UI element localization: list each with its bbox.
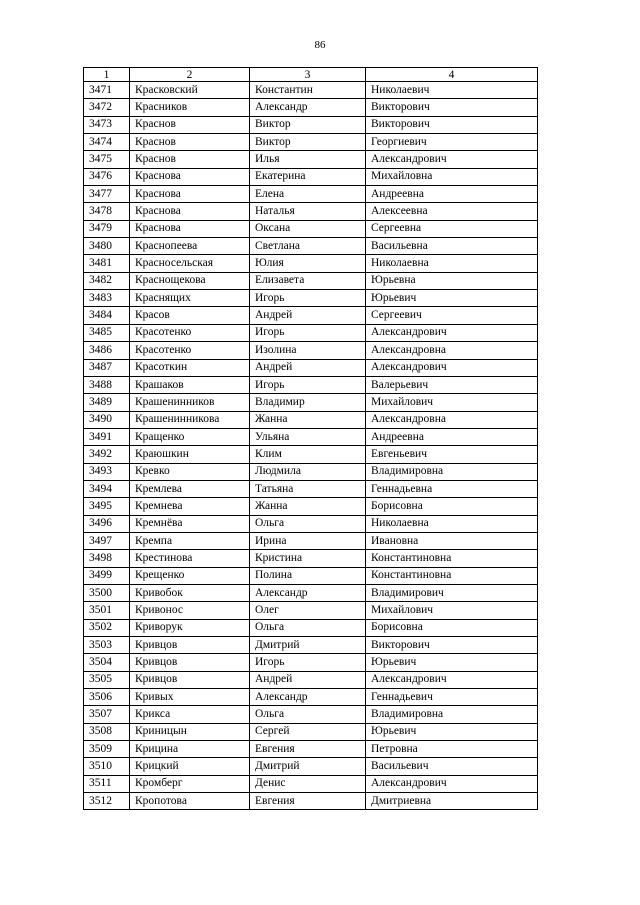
table-row — [84, 307, 538, 324]
patronymic-cell: Александрович — [366, 151, 538, 168]
table-row — [84, 671, 538, 688]
surname-cell: Крестинова — [130, 550, 250, 567]
table-row — [84, 584, 538, 601]
row-number-cell: 3490 — [84, 411, 130, 428]
patronymic-cell: Васильевич — [366, 758, 538, 775]
first-name-cell: Евгения — [250, 741, 366, 758]
table-row — [84, 411, 538, 428]
row-number-cell: 3507 — [84, 706, 130, 723]
patronymic-cell: Константиновна — [366, 550, 538, 567]
surname-cell: Кромберг — [130, 775, 250, 792]
row-number-cell: 3484 — [84, 307, 130, 324]
first-name-cell: Андрей — [250, 359, 366, 376]
patronymic-cell: Дмитриевна — [366, 793, 538, 810]
surname-cell: Крашенинникова — [130, 411, 250, 428]
table-row — [84, 324, 538, 341]
patronymic-cell: Викторович — [366, 116, 538, 133]
first-name-cell: Ирина — [250, 532, 366, 549]
table-row — [84, 290, 538, 307]
table-row — [84, 376, 538, 393]
patronymic-cell: Константиновна — [366, 567, 538, 584]
table-row — [84, 463, 538, 480]
first-name-cell: Александр — [250, 689, 366, 706]
table-row — [84, 255, 538, 272]
surname-cell: Красносельская — [130, 255, 250, 272]
surname-cell: Кривонос — [130, 602, 250, 619]
table-row — [84, 515, 538, 532]
patronymic-cell: Николаевна — [366, 255, 538, 272]
row-number-cell: 3492 — [84, 446, 130, 463]
first-name-cell: Евгения — [250, 793, 366, 810]
surname-cell: Кривобок — [130, 584, 250, 601]
table-row — [84, 706, 538, 723]
first-name-cell: Сергей — [250, 723, 366, 740]
patronymic-cell: Александровна — [366, 342, 538, 359]
patronymic-cell: Юрьевич — [366, 290, 538, 307]
surname-cell: Краснов — [130, 116, 250, 133]
row-number-cell: 3502 — [84, 619, 130, 636]
row-number-cell: 3475 — [84, 151, 130, 168]
row-number-cell: 3482 — [84, 272, 130, 289]
table-row — [84, 151, 538, 168]
table-row — [84, 186, 538, 203]
surname-cell: Кривцов — [130, 654, 250, 671]
table-row — [84, 602, 538, 619]
row-number-cell: 3489 — [84, 394, 130, 411]
first-name-cell: Дмитрий — [250, 637, 366, 654]
patronymic-cell: Ивановна — [366, 532, 538, 549]
patronymic-cell: Михайлович — [366, 394, 538, 411]
row-number-cell: 3488 — [84, 376, 130, 393]
first-name-cell: Клим — [250, 446, 366, 463]
table-row — [84, 394, 538, 411]
surname-cell: Краснова — [130, 203, 250, 220]
row-number-cell: 3512 — [84, 793, 130, 810]
surname-cell: Кропотова — [130, 793, 250, 810]
surname-cell: Кремнёва — [130, 515, 250, 532]
row-number-cell: 3511 — [84, 775, 130, 792]
table-row — [84, 220, 538, 237]
header-row — [84, 68, 538, 82]
table-row — [84, 134, 538, 151]
patronymic-cell: Николаевна — [366, 515, 538, 532]
first-name-cell: Полина — [250, 567, 366, 584]
surname-cell: Крещенко — [130, 567, 250, 584]
table-row — [84, 446, 538, 463]
first-name-cell: Игорь — [250, 376, 366, 393]
row-number-cell: 3471 — [84, 82, 130, 99]
column-header-patronymic: 4 — [366, 68, 538, 82]
surname-cell: Кривцов — [130, 671, 250, 688]
row-number-cell: 3508 — [84, 723, 130, 740]
table-row — [84, 567, 538, 584]
patronymic-cell: Александровна — [366, 411, 538, 428]
table-row — [84, 428, 538, 445]
surname-cell: Кремпа — [130, 532, 250, 549]
patronymic-cell: Александрович — [366, 324, 538, 341]
surname-cell: Крикса — [130, 706, 250, 723]
row-number-cell: 3497 — [84, 532, 130, 549]
column-header-number: 1 — [84, 68, 130, 82]
surname-cell: Красоткин — [130, 359, 250, 376]
table-row — [84, 775, 538, 792]
patronymic-cell: Андреевна — [366, 428, 538, 445]
patronymic-cell: Петровна — [366, 741, 538, 758]
row-number-cell: 3487 — [84, 359, 130, 376]
first-name-cell: Изолина — [250, 342, 366, 359]
patronymic-cell: Борисовна — [366, 619, 538, 636]
row-number-cell: 3509 — [84, 741, 130, 758]
row-number-cell: 3503 — [84, 637, 130, 654]
surname-cell: Крицина — [130, 741, 250, 758]
row-number-cell: 3496 — [84, 515, 130, 532]
table-row — [84, 342, 538, 359]
surname-cell: Краснов — [130, 134, 250, 151]
first-name-cell: Екатерина — [250, 168, 366, 185]
row-number-cell: 3506 — [84, 689, 130, 706]
first-name-cell: Елена — [250, 186, 366, 203]
row-number-cell: 3481 — [84, 255, 130, 272]
table-row — [84, 116, 538, 133]
surname-cell: Краюшкин — [130, 446, 250, 463]
table-row — [84, 203, 538, 220]
first-name-cell: Светлана — [250, 238, 366, 255]
first-name-cell: Константин — [250, 82, 366, 99]
first-name-cell: Илья — [250, 151, 366, 168]
table-row — [84, 532, 538, 549]
table-row — [84, 498, 538, 515]
table-row — [84, 550, 538, 567]
row-number-cell: 3483 — [84, 290, 130, 307]
row-number-cell: 3486 — [84, 342, 130, 359]
row-number-cell: 3476 — [84, 168, 130, 185]
first-name-cell: Людмила — [250, 463, 366, 480]
surname-cell: Краснящих — [130, 290, 250, 307]
surname-cell: Кращенко — [130, 428, 250, 445]
table-row — [84, 168, 538, 185]
first-name-cell: Юлия — [250, 255, 366, 272]
row-number-cell: 3494 — [84, 480, 130, 497]
patronymic-cell: Юрьевич — [366, 654, 538, 671]
row-number-cell: 3505 — [84, 671, 130, 688]
table-row — [84, 723, 538, 740]
surname-cell: Краснова — [130, 186, 250, 203]
patronymic-cell: Геннадьевич — [366, 689, 538, 706]
first-name-cell: Наталья — [250, 203, 366, 220]
row-number-cell: 3480 — [84, 238, 130, 255]
patronymic-cell: Борисовна — [366, 498, 538, 515]
patronymic-cell: Александрович — [366, 775, 538, 792]
patronymic-cell: Юрьевич — [366, 723, 538, 740]
first-name-cell: Жанна — [250, 498, 366, 515]
first-name-cell: Ольга — [250, 706, 366, 723]
table-row — [84, 359, 538, 376]
row-number-cell: 3500 — [84, 584, 130, 601]
row-number-cell: 3501 — [84, 602, 130, 619]
first-name-cell: Ульяна — [250, 428, 366, 445]
table-header — [84, 68, 538, 82]
surname-cell: Краснопеева — [130, 238, 250, 255]
patronymic-cell: Викторович — [366, 99, 538, 116]
row-number-cell: 3495 — [84, 498, 130, 515]
patronymic-cell: Николаевич — [366, 82, 538, 99]
table-row — [84, 619, 538, 636]
surname-cell: Крицкий — [130, 758, 250, 775]
table-row — [84, 82, 538, 99]
surname-cell: Краснова — [130, 168, 250, 185]
row-number-cell: 3472 — [84, 99, 130, 116]
patronymic-cell: Андреевна — [366, 186, 538, 203]
first-name-cell: Игорь — [250, 290, 366, 307]
patronymic-cell: Сергеевич — [366, 307, 538, 324]
row-number-cell: 3491 — [84, 428, 130, 445]
first-name-cell: Елизавета — [250, 272, 366, 289]
registry-table — [83, 67, 538, 810]
patronymic-cell: Юрьевна — [366, 272, 538, 289]
first-name-cell: Виктор — [250, 134, 366, 151]
first-name-cell: Жанна — [250, 411, 366, 428]
surname-cell: Красотенко — [130, 342, 250, 359]
table-row — [84, 741, 538, 758]
patronymic-cell: Владимировна — [366, 706, 538, 723]
row-number-cell: 3477 — [84, 186, 130, 203]
row-number-cell: 3504 — [84, 654, 130, 671]
patronymic-cell: Александрович — [366, 671, 538, 688]
patronymic-cell: Викторович — [366, 637, 538, 654]
first-name-cell: Татьяна — [250, 480, 366, 497]
table-row — [84, 480, 538, 497]
row-number-cell: 3473 — [84, 116, 130, 133]
patronymic-cell: Валерьевич — [366, 376, 538, 393]
table-row — [84, 99, 538, 116]
surname-cell: Краснов — [130, 151, 250, 168]
surname-cell: Красотенко — [130, 324, 250, 341]
patronymic-cell: Васильевна — [366, 238, 538, 255]
row-number-cell: 3474 — [84, 134, 130, 151]
first-name-cell: Дмитрий — [250, 758, 366, 775]
surname-cell: Кривцов — [130, 637, 250, 654]
table-row — [84, 272, 538, 289]
table-row — [84, 758, 538, 775]
surname-cell: Красов — [130, 307, 250, 324]
table-row — [84, 793, 538, 810]
surname-cell: Кремлева — [130, 480, 250, 497]
surname-cell: Кревко — [130, 463, 250, 480]
patronymic-cell: Евгеньевич — [366, 446, 538, 463]
row-number-cell: 3493 — [84, 463, 130, 480]
surname-cell: Кремнева — [130, 498, 250, 515]
patronymic-cell: Геннадьевна — [366, 480, 538, 497]
first-name-cell: Александр — [250, 584, 366, 601]
first-name-cell: Ольга — [250, 619, 366, 636]
page-number: 86 — [314, 39, 326, 51]
row-number-cell: 3498 — [84, 550, 130, 567]
surname-cell: Краснова — [130, 220, 250, 237]
surname-cell: Крашенинников — [130, 394, 250, 411]
surname-cell: Красников — [130, 99, 250, 116]
patronymic-cell: Михайловна — [366, 168, 538, 185]
first-name-cell: Александр — [250, 99, 366, 116]
surname-cell: Кривых — [130, 689, 250, 706]
first-name-cell: Кристина — [250, 550, 366, 567]
patronymic-cell: Владимирович — [366, 584, 538, 601]
column-header-surname: 2 — [130, 68, 250, 82]
surname-cell: Криворук — [130, 619, 250, 636]
row-number-cell: 3479 — [84, 220, 130, 237]
first-name-cell: Денис — [250, 775, 366, 792]
patronymic-cell: Георгиевич — [366, 134, 538, 151]
table-row — [84, 637, 538, 654]
patronymic-cell: Михайлович — [366, 602, 538, 619]
row-number-cell: 3478 — [84, 203, 130, 220]
first-name-cell: Виктор — [250, 116, 366, 133]
row-number-cell: 3510 — [84, 758, 130, 775]
row-number-cell: 3499 — [84, 567, 130, 584]
surname-cell: Красковский — [130, 82, 250, 99]
first-name-cell: Игорь — [250, 324, 366, 341]
column-header-first-name: 3 — [250, 68, 366, 82]
patronymic-cell: Сергеевна — [366, 220, 538, 237]
first-name-cell: Андрей — [250, 307, 366, 324]
first-name-cell: Андрей — [250, 671, 366, 688]
table-row — [84, 654, 538, 671]
surname-cell: Крашаков — [130, 376, 250, 393]
first-name-cell: Ольга — [250, 515, 366, 532]
first-name-cell: Игорь — [250, 654, 366, 671]
first-name-cell: Владимир — [250, 394, 366, 411]
row-number-cell: 3485 — [84, 324, 130, 341]
table-row — [84, 238, 538, 255]
table-body — [84, 82, 538, 810]
first-name-cell: Олег — [250, 602, 366, 619]
patronymic-cell: Алексеевна — [366, 203, 538, 220]
patronymic-cell: Александрович — [366, 359, 538, 376]
first-name-cell: Оксана — [250, 220, 366, 237]
patronymic-cell: Владимировна — [366, 463, 538, 480]
surname-cell: Криницын — [130, 723, 250, 740]
surname-cell: Краснощекова — [130, 272, 250, 289]
table-row — [84, 689, 538, 706]
